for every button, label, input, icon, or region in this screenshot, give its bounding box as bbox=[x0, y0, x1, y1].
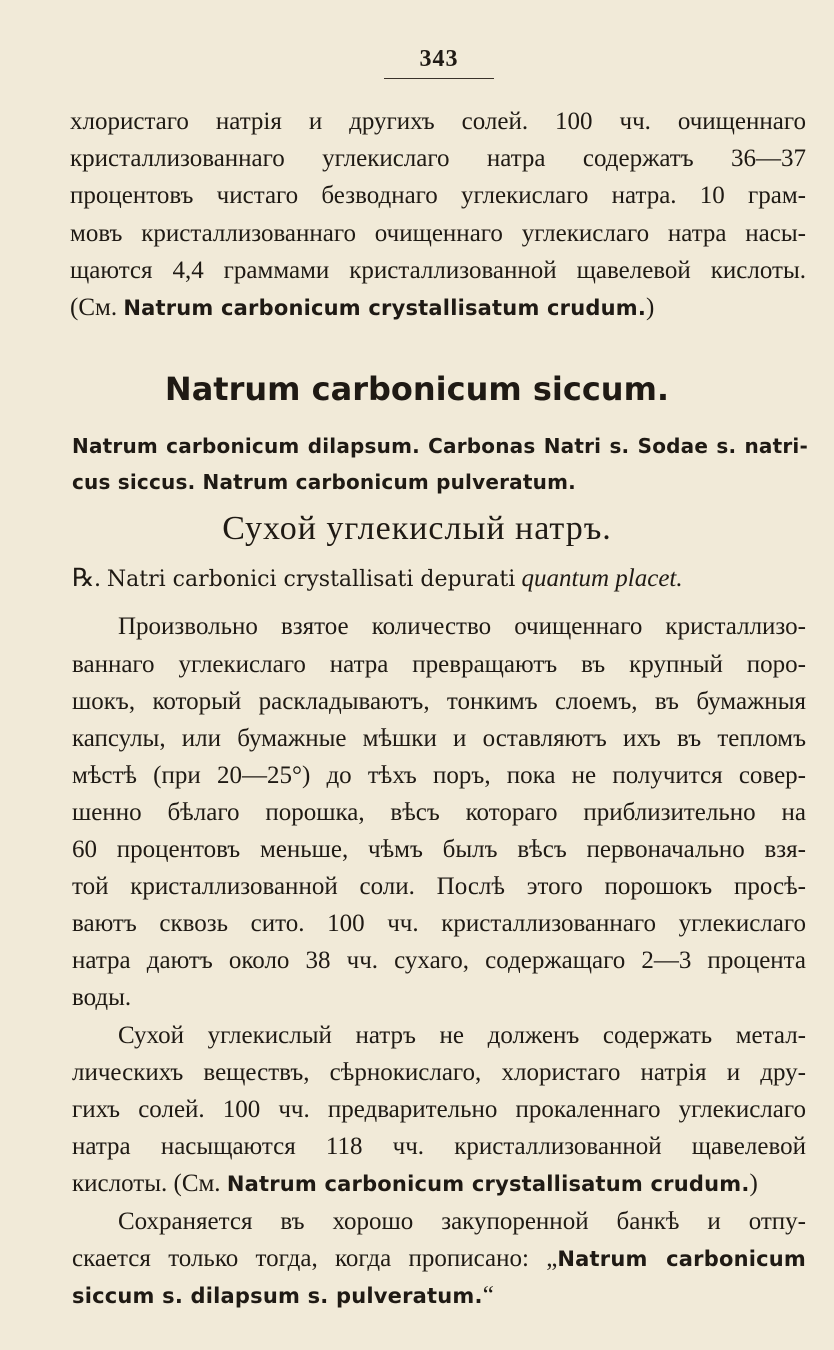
para3-line3-bold: siccum s. dilapsum s. pulveratum. bbox=[72, 1284, 483, 1308]
intro-line: процентовъ чистаго безводнаго углекислаго натра. 10 грам- bbox=[70, 182, 806, 209]
russian-name: Сухой углекислый натръ. bbox=[222, 510, 612, 547]
intro-ref-open: (См. bbox=[70, 294, 124, 321]
intro-line: мовъ кристаллизованнаго очищеннаго углекислаго натра насы- bbox=[70, 220, 806, 247]
para3-line3-close: “ bbox=[482, 1282, 494, 1309]
intro-ref-bold: Natrum carbonicum crystallisatum crudum. bbox=[123, 296, 647, 320]
article-title: Natrum carbonicum siccum. bbox=[164, 370, 670, 408]
para2-last-bold: Natrum carbonicum crystallisatum crudum. bbox=[226, 1172, 750, 1196]
synonyms-line: cus siccus. Natrum carbonicum pulveratum. bbox=[72, 470, 576, 494]
page-number: 343 bbox=[419, 46, 459, 72]
para3-line: Сохраняется въ хорошо закупоренной банкѣ и отпу- bbox=[118, 1208, 806, 1235]
intro-line: хлористаго натрія и другихъ солей. 100 чч. очищеннаго bbox=[70, 108, 806, 135]
page-number-rule bbox=[384, 78, 494, 79]
para1-line: капсулы, или бумажные мѣшки и оставляютъ ихъ въ тепломъ bbox=[72, 725, 806, 752]
para2-line: лическихъ веществъ, сѣрнокислаго, хлористаго натрія и дру- bbox=[72, 1059, 806, 1086]
para3-line bbox=[72, 1280, 494, 1312]
synonyms-line: Natrum carbonicum dilapsum. Carbonas Natri s. Sodae s. natri- bbox=[72, 434, 808, 458]
para1-line: воды. bbox=[72, 984, 132, 1011]
para3-line bbox=[72, 1243, 806, 1275]
para1-line: натра даютъ около 38 чч. сухаго, содержащаго 2—3 процента bbox=[72, 947, 806, 974]
para1-line: той кристаллизованной соли. Послѣ этого порошокъ просѣ- bbox=[72, 873, 806, 900]
intro-ref-close: ) bbox=[646, 294, 655, 321]
intro-reference bbox=[70, 292, 654, 324]
recipe-text: Natri carbonici crystallisati depurati bbox=[106, 567, 516, 592]
para1-line: шокъ, который раскладываютъ, тонкимъ слоемъ, въ бумажныя bbox=[72, 688, 806, 715]
recipe-line bbox=[72, 563, 683, 596]
para2-last-text: кислоты. (См. bbox=[72, 1170, 227, 1197]
intro-line: щаются 4,4 граммами кристаллизованной щавелевой кислоты. bbox=[70, 257, 806, 284]
para2-line: Сухой углекислый натръ не долженъ содержать метал- bbox=[118, 1022, 806, 1049]
para1-line: 60 процентовъ меньше, чѣмъ былъ вѣсъ первоначально взя- bbox=[72, 836, 806, 863]
para1-line: мѣстѣ (при 20—25°) до тѣхъ поръ, пока не получится совер- bbox=[72, 762, 806, 789]
para3-line2-bold: Natrum carbonicum bbox=[557, 1247, 806, 1271]
para2-last-line bbox=[72, 1168, 758, 1200]
para2-line: гихъ солей. 100 чч. предварительно прокаленнаго углекислаго bbox=[72, 1096, 806, 1123]
para1-line: ваютъ сквозь сито. 100 чч. кристаллизованнаго углекислаго bbox=[72, 910, 806, 937]
para1-line: ваннаго углекислаго натра превращаютъ въ крупный поро- bbox=[72, 651, 806, 678]
para2-last-close: ) bbox=[749, 1170, 758, 1197]
recipe-symbol: ℞. bbox=[72, 565, 101, 592]
intro-line: кристаллизованнаго углекислаго натра содержатъ 36—37 bbox=[70, 145, 806, 172]
para2-line: натра насыщаются 118 чч. кристаллизованной щавелевой bbox=[72, 1133, 806, 1160]
para1-line: шенно бѣлаго порошка, вѣсъ котораго приблизительно на bbox=[72, 799, 806, 826]
recipe-italic: quantum placet. bbox=[521, 565, 683, 592]
para1-line: Произвольно взятое количество очищеннаго кристаллизо- bbox=[118, 613, 806, 640]
para3-line2-text: скается только тогда, когда прописано: „ bbox=[72, 1245, 558, 1272]
